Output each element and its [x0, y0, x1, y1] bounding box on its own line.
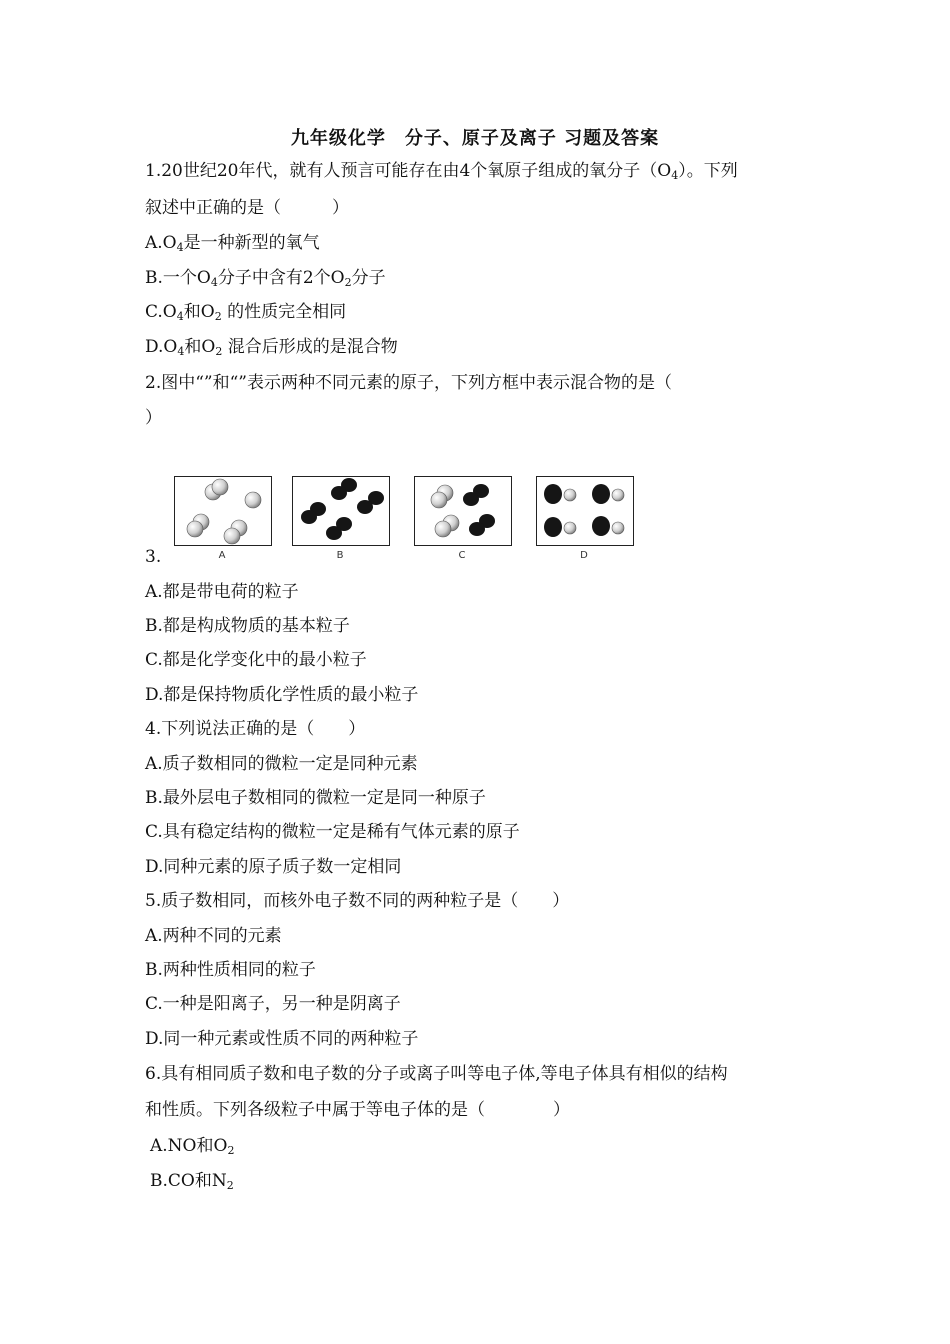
figure-box-a — [174, 476, 272, 546]
q1-option-c — [145, 300, 346, 329]
q5-option-c: C.一种是阳离子，另一种是阴离子 — [145, 994, 401, 1014]
subscript: 4 — [176, 241, 184, 254]
option-text: 的性质完全相同 — [221, 302, 347, 322]
molecule-figure — [172, 476, 642, 566]
q4-option-d: D.同种元素的原子质子数一定相同 — [145, 857, 402, 877]
option-text: 分子 — [351, 268, 386, 288]
option-text: 分子中含有2个O — [217, 268, 345, 288]
figure-label-c: C — [458, 550, 466, 561]
option-text: C.O — [145, 302, 177, 322]
figure-label-b: B — [336, 550, 344, 561]
q5-option-a: A.两种不同的元素 — [145, 926, 282, 946]
q3-option-c: C.都是化学变化中的最小粒子 — [145, 650, 367, 670]
figure-box-c — [414, 476, 512, 546]
q1-option-a — [145, 231, 320, 260]
figure-label-a: A — [218, 550, 226, 561]
option-text: 和O — [184, 337, 216, 357]
q5-option-d: D.同一种元素或性质不同的两种粒子 — [145, 1029, 419, 1049]
option-text: 是一种新型的氧气 — [183, 233, 320, 253]
option-text: A.NO和O — [150, 1136, 228, 1156]
q1-stem-line2: 叙述中正确的是（ ） — [145, 198, 349, 218]
option-text: A.O — [145, 233, 177, 253]
figure-label-d: D — [580, 550, 588, 561]
subscript: 2 — [227, 1144, 235, 1157]
q1-option-d — [145, 335, 398, 364]
q1-stem-line1 — [145, 159, 738, 188]
molecule-diagram-a — [175, 477, 271, 545]
subscript: 2 — [214, 310, 222, 323]
q1-stem-text: 1.20世纪20年代，就有人预言可能存在由4个氧原子组成的氧分子（O — [145, 161, 672, 181]
q4-option-c: C.具有稳定结构的微粒一定是稀有气体元素的原子 — [145, 822, 520, 842]
q3-option-a: A.都是带电荷的粒子 — [145, 582, 299, 602]
page-title: 九年级化学 分子、原子及离子 习题及答案 — [290, 128, 660, 149]
q2-stem-line1: 2.图中“”和“”表示两种不同元素的原子，下列方框中表示混合物的是（ — [145, 373, 672, 393]
subscript: 2 — [344, 276, 352, 289]
subscript: 4 — [177, 345, 185, 358]
q6-option-a — [150, 1134, 234, 1163]
subscript: 4 — [210, 276, 218, 289]
molecule-diagram-c — [415, 477, 511, 545]
q5-option-b: B.两种性质相同的粒子 — [145, 960, 316, 980]
q5-stem: 5.质子数相同，而核外电子数不同的两种粒子是（ ） — [145, 891, 570, 911]
option-text: 和O — [183, 302, 215, 322]
molecule-diagram-d — [537, 477, 633, 545]
q3-option-d: D.都是保持物质化学性质的最小粒子 — [145, 685, 419, 705]
subscript: 4 — [176, 310, 184, 323]
q6-option-b — [150, 1169, 234, 1198]
q4-option-b: B.最外层电子数相同的微粒一定是同一种原子 — [145, 788, 486, 808]
molecule-diagram-b — [293, 477, 389, 545]
q6-stem-line2: 和性质。下列各级粒子中属于等电子体的是（ ） — [145, 1100, 570, 1120]
q3-option-b: B.都是构成物质的基本粒子 — [145, 616, 350, 636]
q4-option-a: A.质子数相同的微粒一定是同种元素 — [145, 754, 418, 774]
figure-box-b — [292, 476, 390, 546]
q1-stem-tail: ）。下列 — [678, 161, 738, 181]
subscript: 2 — [215, 345, 223, 358]
subscript: 4 — [671, 169, 679, 182]
q1-option-b — [145, 266, 386, 295]
option-text: B.一个O — [145, 268, 211, 288]
option-text: 混合后形成的是混合物 — [222, 337, 398, 357]
q2-stem-line2: ） — [145, 408, 162, 428]
figure-box-d — [536, 476, 634, 546]
subscript: 2 — [226, 1179, 234, 1192]
q6-stem-line1: 6.具有相同质子数和电子数的分子或离子叫等电子体,等电子体具有相似的结构 — [145, 1064, 728, 1084]
option-text: D.O — [145, 337, 178, 357]
q4-stem: 4.下列说法正确的是（ ） — [145, 719, 366, 739]
option-text: B.CO和N — [150, 1171, 227, 1191]
q3-stem: 3. — [145, 547, 162, 567]
